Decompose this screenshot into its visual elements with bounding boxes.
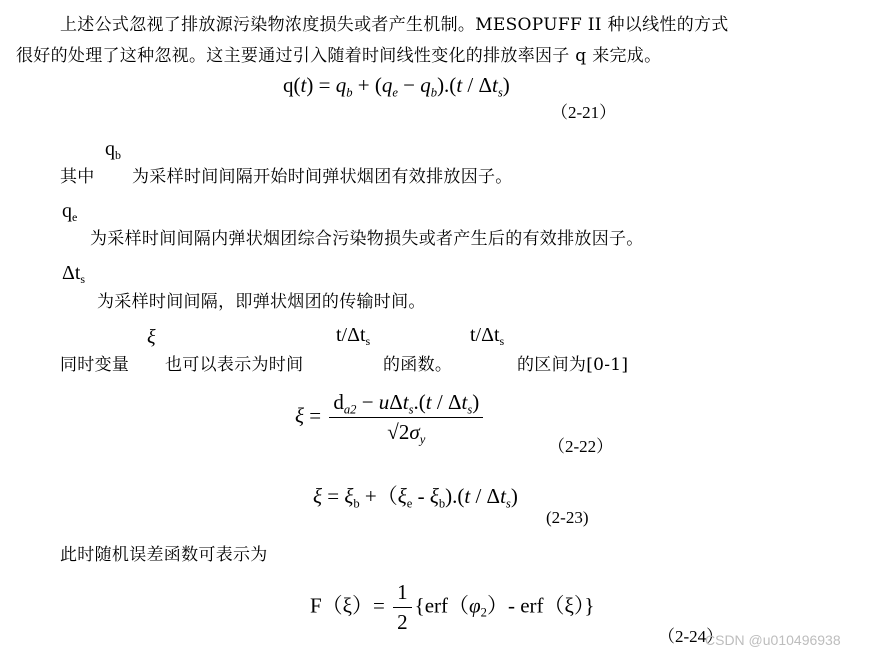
equation-number-2-22: （2-22）: [548, 437, 614, 456]
equation-number-2-23: (2-23): [546, 508, 589, 527]
equation-2-22: ξ = $\frac{d_{a2} - u\Delta t_s.(t / \Delta t_s)}{√2\sigma_y}$: [295, 390, 486, 445]
qe-symbol: $q_e$: [62, 200, 78, 225]
qb-definition: 为采样时间间隔开始时间弹状烟团有效排放因子。: [132, 167, 513, 187]
eq-2-24-denominator: 2: [397, 610, 408, 634]
equation-number-2-24: （2-24）: [658, 627, 724, 646]
delta-ts-definition: 为采样时间间隔，即弹状烟团的传输时间。: [97, 292, 426, 312]
equation-2-24: F（ξ）= $\frac{1}{2}$ {$erf(\varphi_2)-$ erf（ξ）}: [310, 580, 595, 634]
equation-number-2-21: （2-21）: [551, 103, 617, 122]
eq-2-24-numerator: 1: [393, 580, 412, 608]
xi-symbol: ξ: [147, 326, 156, 348]
paragraph-line-2: 很好的处理了这种忽视。这主要通过引入随着时间线性变化的排放率因子 q 来完成。: [16, 46, 662, 66]
ratio-t-over-dt-1: $t/\Delta t_s$: [336, 324, 371, 349]
csdn-watermark: CSDN @u010496938: [705, 632, 841, 648]
ratio-t-over-dt-2: $t/\Delta t_s$: [470, 324, 505, 349]
xi-line-part-1: 同时变量: [60, 355, 130, 375]
equation-2-23: $\xi = \xi_b +(\xi_e - \xi_b).(t / \Delta t_s)$: [313, 484, 518, 511]
xi-line-part-4: 的区间为[0-1]: [517, 355, 629, 375]
qb-prefix: 其中: [60, 167, 95, 187]
random-error-text: 此时随机误差函数可表示为: [60, 545, 268, 565]
delta-ts-symbol: $\Delta t_s$: [62, 262, 86, 287]
qb-symbol: $q_b$: [105, 138, 121, 163]
eq-2-24-body-a: {erf（: [414, 593, 470, 618]
paragraph-line-1: 上述公式忽视了排放源污染物浓度损失或者产生机制。MESOPUFF II 种以线性的方式: [60, 15, 729, 35]
xi-line-part-3: 的函数。: [383, 355, 453, 375]
eq-2-24-body-b: ）- erf（ξ）}: [486, 593, 595, 618]
xi-line-part-2: 也可以表示为时间: [165, 355, 304, 375]
equation-2-21: $q(t) = q_b + (q_e - q_b).(t / \Delta t_s)$: [283, 73, 510, 100]
qe-definition: 为采样时间间隔内弹状烟团综合污染物损失或者产生后的有效排放因子。: [90, 229, 644, 249]
eq-2-24-lhs: F（ξ）=: [310, 593, 385, 618]
